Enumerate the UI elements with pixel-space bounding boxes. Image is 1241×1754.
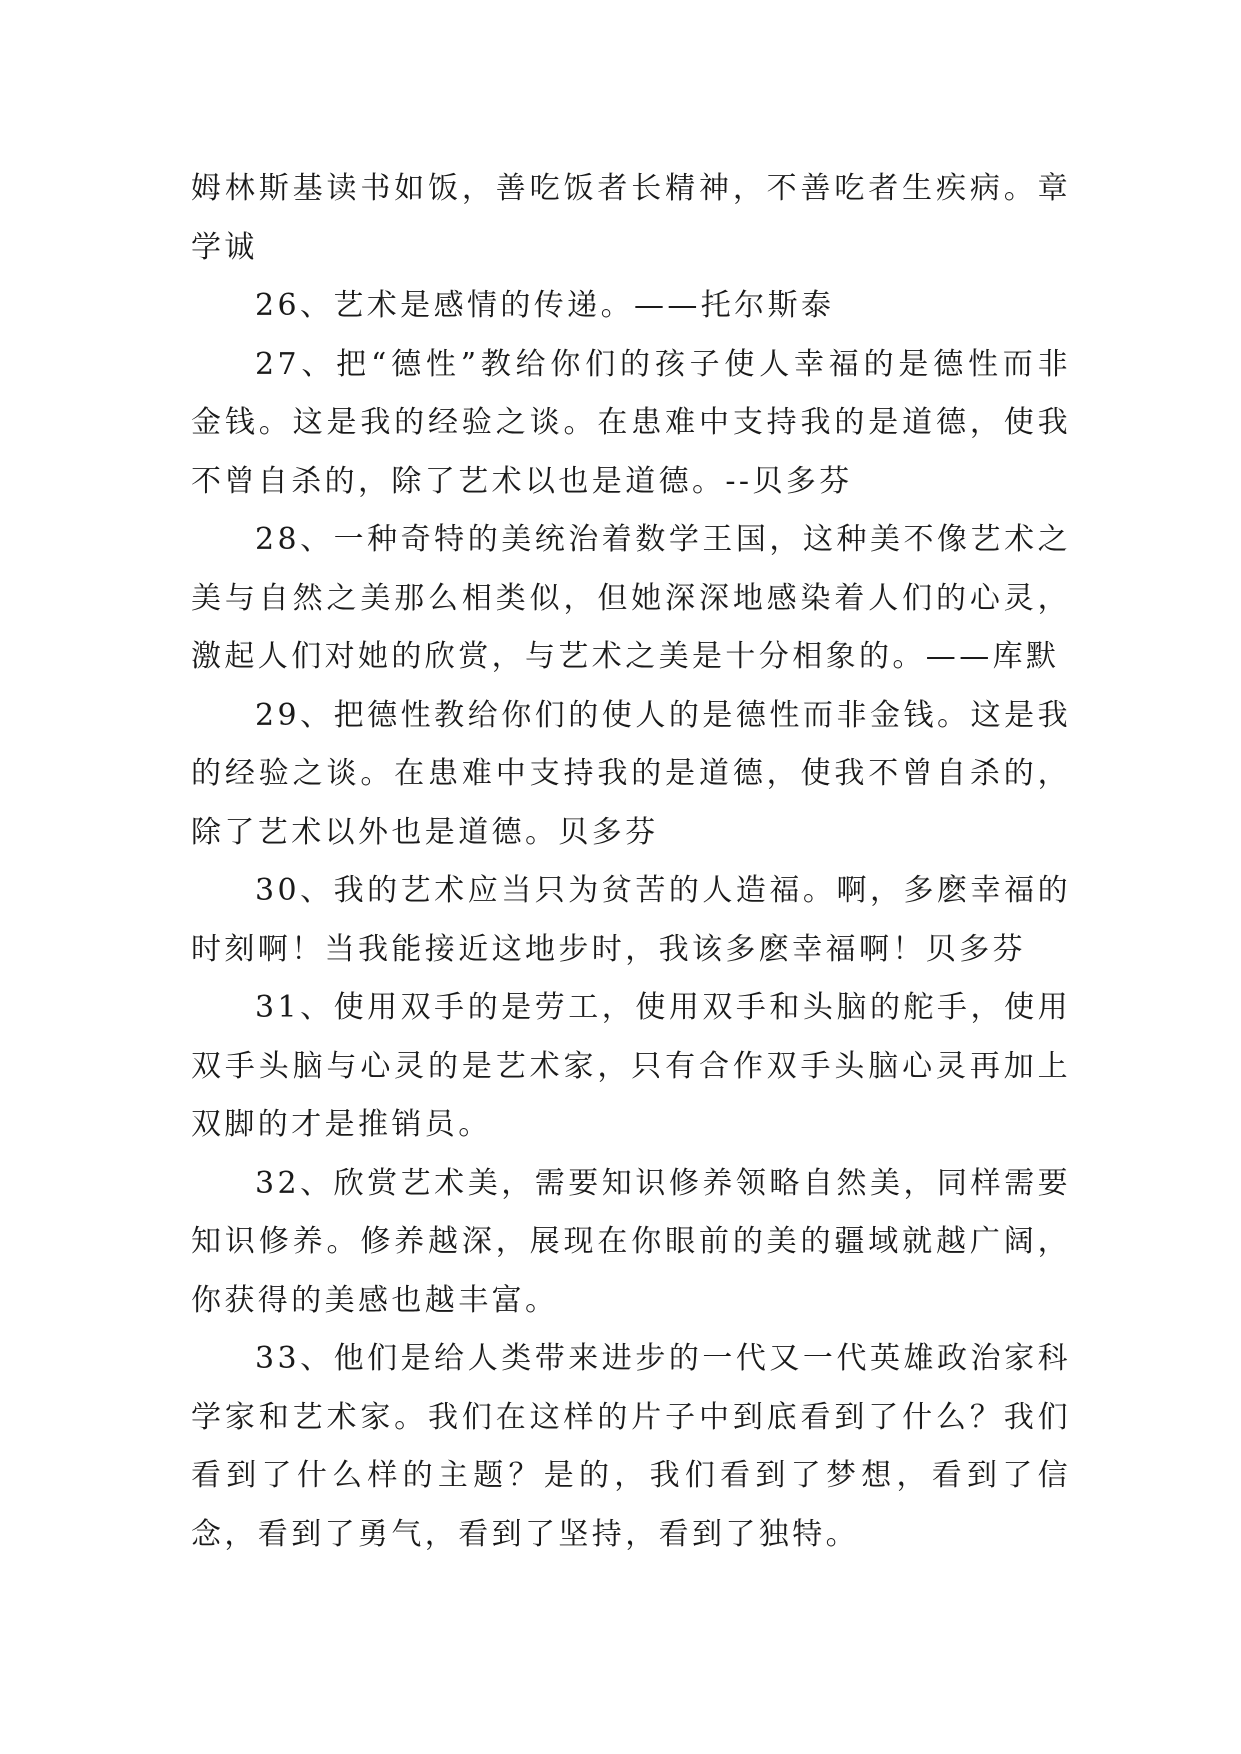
paragraph-quote-31: 31、使用双手的是劳工，使用双手和头脑的舵手，使用双手头脑与心灵的是艺术家，只有合作双手头脑心灵再加上双脚的才是推销员。	[191, 990, 1071, 1142]
paragraph-quote-26: 26、艺术是感情的传递。——托尔斯泰	[255, 288, 835, 323]
paragraph-quote-32: 32、欣赏艺术美，需要知识修养领略自然美，同样需要知识修养。修养越深，展现在你眼前的美的疆域就越广阔，你获得的美感也越丰富。	[191, 1165, 1071, 1318]
paragraph-quote-28: 28、一种奇特的美统治着数学王国，这种美不像艺术之美与自然之美那么相类似，但她深深地感染着人们的心灵，激起人们对她的欣赏，与艺术之美是十分相象的。——库默	[191, 522, 1071, 674]
paragraph-continuation: 姆林斯基读书如饭，善吃饭者长精神，不善吃者生疾病。章学诚	[191, 171, 1071, 265]
document-body	[191, 160, 1071, 1564]
paragraph-quote-27: 27、把“德性”教给你们的孩子使人幸福的是德性而非金钱。这是我的经验之谈。在患难中支持我的是道德，使我不曾自杀的，除了艺术以也是道德。--贝多芬	[191, 346, 1071, 499]
paragraph-quote-33: 33、他们是给人类带来进步的一代又一代英雄政治家科学家和艺术家。我们在这样的片子中到底看到了什么？我们看到了什么样的主题？是的，我们看到了梦想，看到了信念，看到了勇气，看到了坚持，看到了独特。	[191, 1341, 1071, 1552]
paragraph-quote-29: 29、把德性教给你们的使人的是德性而非金钱。这是我的经验之谈。在患难中支持我的是道德，使我不曾自杀的，除了艺术以外也是道德。贝多芬	[191, 697, 1071, 850]
paragraph-quote-30: 30、我的艺术应当只为贫苦的人造福。啊，多麽幸福的时刻啊！当我能接近这地步时，我该多麽幸福啊！贝多芬	[191, 873, 1071, 967]
